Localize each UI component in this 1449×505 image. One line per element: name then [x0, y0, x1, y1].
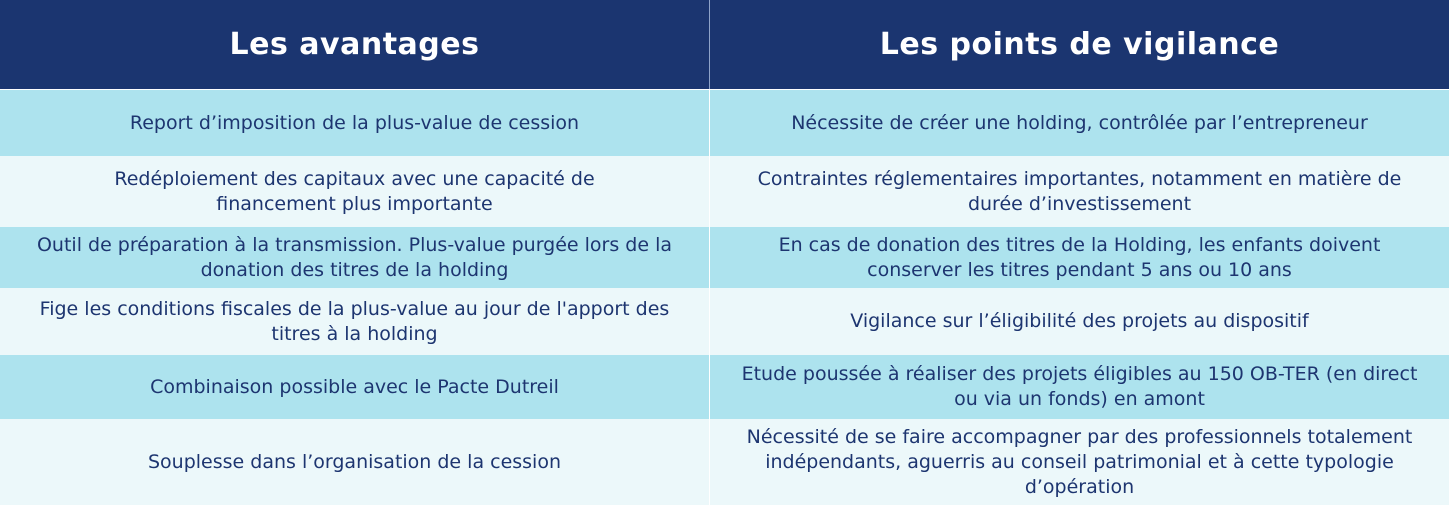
table-row — [0, 227, 1449, 288]
advantage-cell: Report d’imposition de la plus-value de cession — [0, 90, 710, 156]
advantage-cell: Souplesse dans l’organisation de la cession — [0, 419, 710, 505]
table-row — [0, 89, 1449, 156]
header-vigilance-points: Les points de vigilance — [879, 27, 1280, 62]
vigilance-cell: Nécessité de se faire accompagner par des professionnels totalement indépendants, aguerris au conseil patrimonial et à cette typologie d’opération — [746, 425, 1413, 498]
vigilance-cell: Nécessite de créer une holding, contrôlée par l’entrepreneur — [791, 111, 1368, 134]
vigilance-cell: En cas de donation des titres de la Holding, les enfants doivent conserver les titres pendant 5 ans ou 10 ans — [778, 233, 1381, 281]
advantage-cell: Combinaison possible avec le Pacte Dutreil — [0, 355, 710, 419]
advantage-cell: Redéploiement des capitaux avec une capacité de financement plus importante — [0, 156, 710, 227]
advantage-cell: Fige les conditions fiscales de la plus-value au jour de l'apport des titres à la holding — [0, 288, 710, 355]
vigilance-cell: Etude poussée à réaliser des projets éligibles au 150 OB-TER (en direct ou via un fonds) en amont — [741, 363, 1418, 410]
table-row — [0, 288, 1449, 355]
table-header — [0, 0, 1449, 89]
vigilance-cell: Vigilance sur l’éligibilité des projets au dispositif — [850, 310, 1309, 332]
advantage-cell: Outil de préparation à la transmission. Plus-value purgée lors de la donation des titres de la holding — [0, 227, 710, 288]
header-advantages: Les avantages — [0, 0, 710, 89]
table-row — [0, 156, 1449, 227]
table-row — [0, 355, 1449, 419]
vigilance-cell: Contraintes réglementaires importantes, notamment en matière de durée d’investissement — [757, 167, 1402, 215]
table-row — [0, 419, 1449, 505]
